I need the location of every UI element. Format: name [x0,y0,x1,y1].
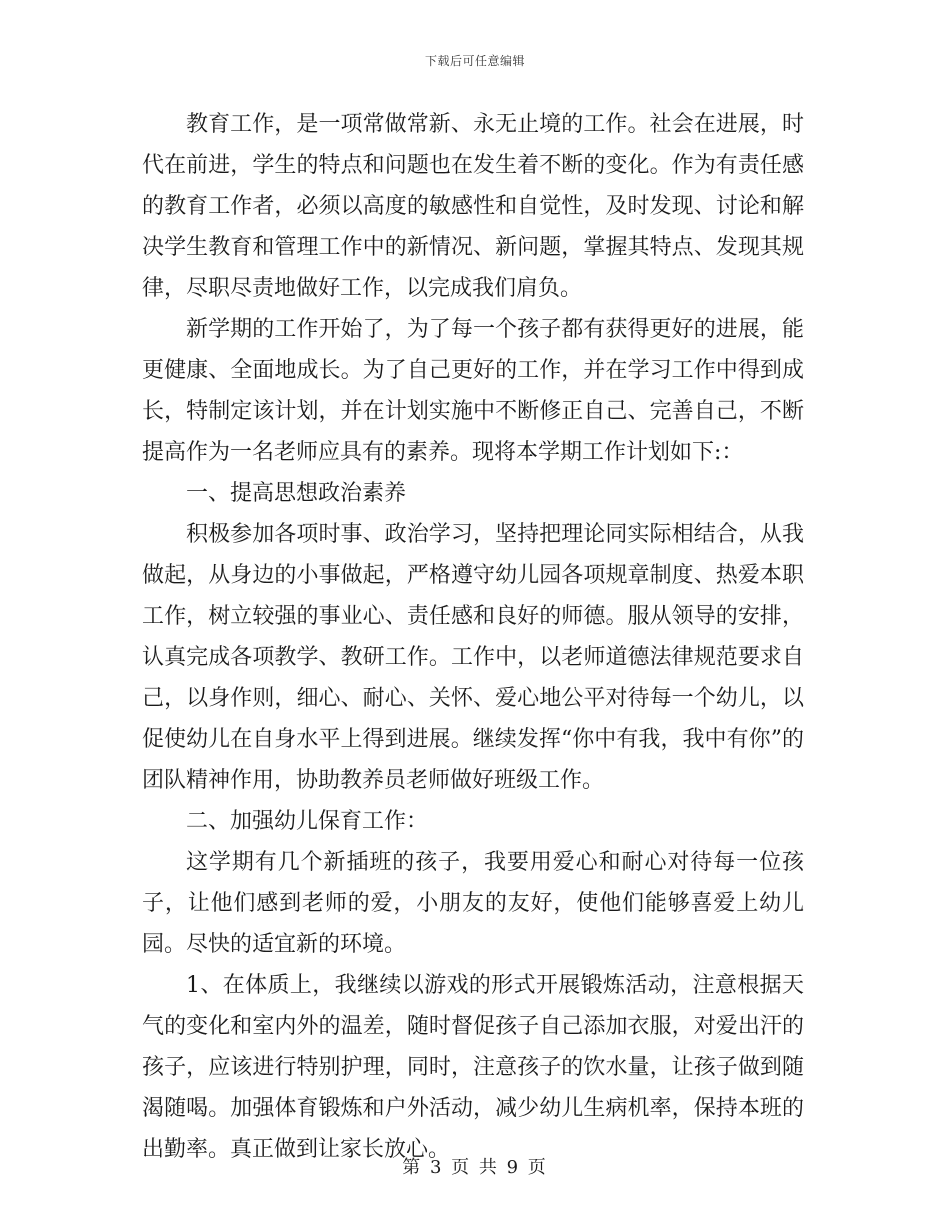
section-heading-politics: 一、提高思想政治素养 [186,481,407,506]
document-body [142,104,804,1170]
paragraph-politics: 积极参加各项时事、政治学习，坚持把理论同实际相结合，从我做起，从身边的小事做起，严格遵守幼儿园各项规章制度、热爱本职工作，树立较强的事业心、责任感和良好的师德。服从领导的安排，认真完成各项教学、教研工作。工作中，以老师道德法律规范要求自己，以身作则，细心、耐心、关怀、爱心地公平对待每一个幼儿，以促使幼儿在自身水平上得到进展。继续发挥“你中有我，我中有你”的团队精神作用，协助教养员老师做好班级工作。 [142,522,804,793]
paragraph-plan-intro: 新学期的工作开始了，为了每一个孩子都有获得更好的进展，能更健康、全面地成长。为了自己更好的工作，并在学习工作中得到成长，特制定该计划，并在计划实施中不断修正自己、完善自己，不断提高作为一名老师应具有的素养。现将本学期工作计划如下:： [142,317,804,465]
page-header: 下载后可任意编辑 [424,54,525,68]
paragraph-physical: 1、在体质上，我继续以游戏的形式开展锻炼活动，注意根据天气的变化和室内外的温差，随时督促孩子自己添加衣服，对爱出汗的孩子，应该进行特别护理，同时，注意孩子的饮水量，让孩子做到随渴随喝。加强体育锻炼和户外活动，减少幼儿生病机率，保持本班的出勤率。真正做到让家长放心。 [142,973,804,1162]
paragraph-intro: 教育工作，是一项常做常新、永无止境的工作。社会在进展，时代在前进，学生的特点和问题也在发生着不断的变化。作为有责任感的教育工作者，必须以高度的敏感性和自觉性，及时发现、讨论和解决学生教育和管理工作中的新情况、新问题，掌握其特点、发现其规律，尽职尽责地做好工作，以完成我们肩负。 [142,112,804,301]
page-number: 第 3 页 共 9 页 [402,1157,548,1178]
section-heading-care: 二、加强幼儿保育工作： [186,809,429,834]
paragraph-new-children: 这学期有几个新插班的孩子，我要用爱心和耐心对待每一位孩子，让他们感到老师的爱，小朋友的友好，使他们能够喜爱上幼儿园。尽快的适宜新的环境。 [142,850,804,957]
